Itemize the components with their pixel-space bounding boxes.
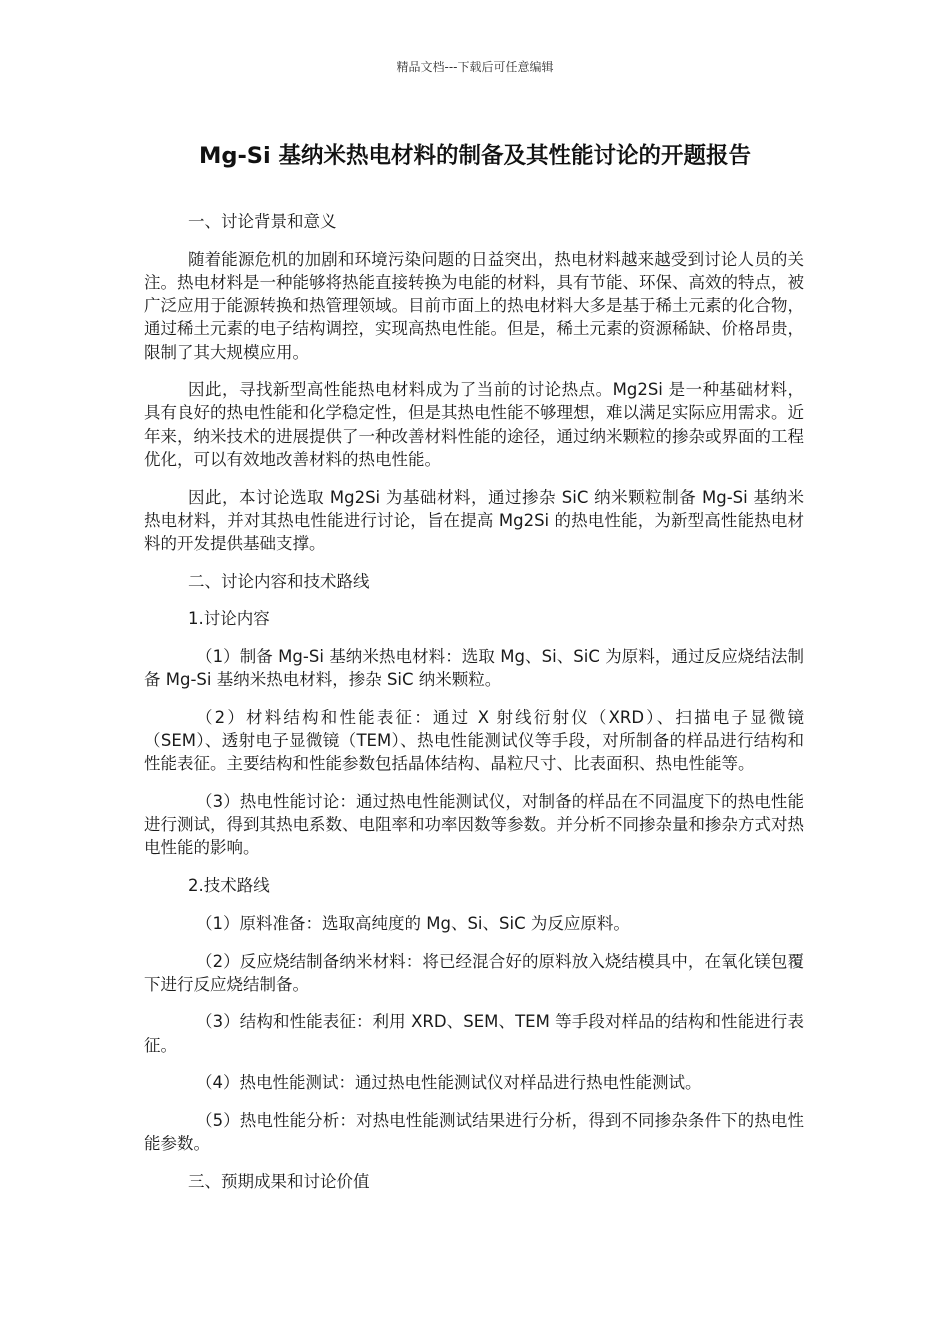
subsection-heading-route: 2.技术路线 bbox=[188, 876, 270, 896]
list-item: （1）原料准备：选取高纯度的 Mg、Si、SiC 为反应原料。 bbox=[196, 913, 630, 933]
list-item: （4）热电性能测试：通过热电性能测试仪对样品进行热电性能测试。 bbox=[196, 1073, 702, 1093]
body-paragraph: 随着能源危机的加剧和环境污染问题的日益突出，热电材料越来越受到讨论人员的关注。热电材料是一种能够将热能直接转换为电能的材料，具有节能、环保、高效的特点，被广泛应用于能源转换和热管理领域。目前市面上的热电材料大多是基于稀土元素的化合物，通过稀土元素的电子结构调控，实现高热电性能。但是，稀土元素的资源稀缺、价格昂贵，限制了其大规模应用。 bbox=[144, 249, 804, 362]
document-title: Mg-Si 基纳米热电材料的制备及其性能讨论的开题报告 bbox=[198, 143, 752, 169]
subsection-heading-content: 1.讨论内容 bbox=[188, 609, 270, 629]
document-body bbox=[144, 210, 804, 1208]
body-paragraph: 因此，寻找新型高性能热电材料成为了当前的讨论热点。Mg2Si 是一种基础材料，具有良好的热电性能和化学稳定性，但是其热电性能不够理想，难以满足实际应用需求。近年来，纳米技术的进展提供了一种改善材料性能的途径，通过纳米颗粒的掺杂或界面的工程优化，可以有效地改善材料的热电性能。 bbox=[144, 380, 804, 469]
section-heading-background: 一、讨论背景和意义 bbox=[188, 212, 337, 231]
page-header: 精品文档---下载后可任意编辑 bbox=[396, 60, 554, 74]
section-heading-content: 二、讨论内容和技术路线 bbox=[188, 571, 370, 591]
section-heading-results: 三、预期成果和讨论价值 bbox=[188, 1172, 370, 1191]
list-item: （3）热电性能讨论：通过热电性能测试仪，对制备的样品在不同温度下的热电性能进行测试，得到其热电系数、电阻率和功率因数等参数。并分析不同掺杂量和掺杂方式对热电性能的影响。 bbox=[144, 792, 804, 858]
body-paragraph: 因此，本讨论选取 Mg2Si 为基础材料，通过掺杂 SiC 纳米颗粒制备 Mg-Si 基纳米热电材料，并对其热电性能进行讨论，旨在提高 Mg2Si 的热电性能，为新型高性能热电材料的开发提供基础支撑。 bbox=[144, 487, 804, 553]
list-item: （1）制备 Mg-Si 基纳米热电材料：选取 Mg、Si、SiC 为原料，通过反应烧结法制备 Mg-Si 基纳米热电材料，掺杂 SiC 纳米颗粒。 bbox=[144, 647, 804, 690]
list-item: （2）反应烧结制备纳米材料：将已经混合好的原料放入烧结模具中，在氧化镁包覆下进行反应烧结制备。 bbox=[144, 951, 804, 994]
list-item: （2）材料结构和性能表征：通过 X 射线衍射仪（XRD）、扫描电子显微镜（SEM）、透射电子显微镜（TEM）、热电性能测试仪等手段，对所制备的样品进行结构和性能表征。主要结构和性能参数包括晶体结构、晶粒尺寸、比表面积、热电性能等。 bbox=[144, 707, 804, 774]
list-item: （3）结构和性能表征：利用 XRD、SEM、TEM 等手段对样品的结构和性能进行表征。 bbox=[144, 1012, 804, 1055]
list-item: （5）热电性能分析：对热电性能测试结果进行分析，得到不同掺杂条件下的热电性能参数。 bbox=[144, 1111, 804, 1154]
